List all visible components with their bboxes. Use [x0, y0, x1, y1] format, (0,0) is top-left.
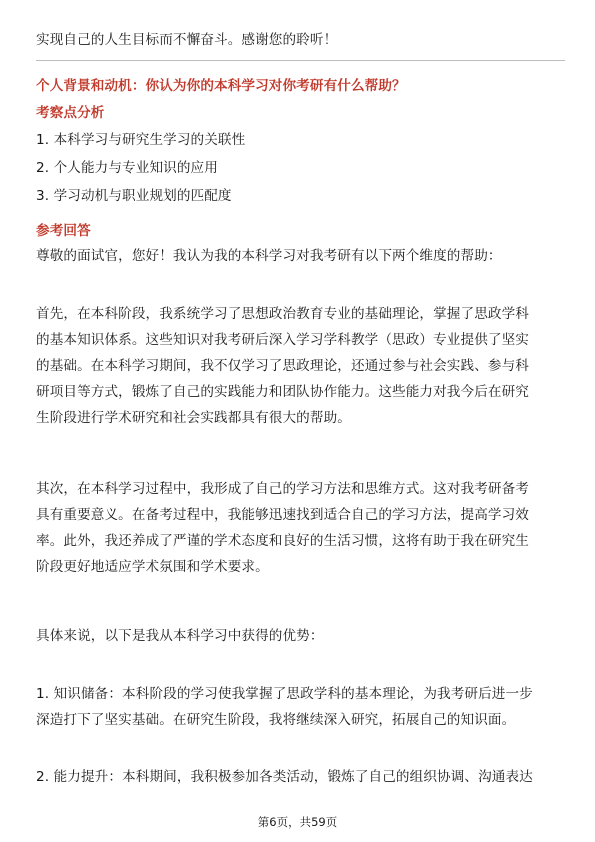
analysis-item: 1. 本科学习与研究生学习的关联性: [36, 132, 246, 148]
paragraph-line: 其次，在本科学习过程中，我形成了自己的学习方法和思维方式。这对我考研备考: [36, 481, 529, 497]
paragraph-line: 研项目等方式，锻炼了自己的实践能力和团队协作能力。这些能力对我今后在研究: [36, 384, 529, 400]
paragraph-line: 的基本知识体系。这些知识对我考研后深入学习学科教学（思政）专业提供了坚实: [36, 332, 529, 348]
answer-greeting: 尊敬的面试官，您好！我认为我的本科学习对我考研有以下两个维度的帮助：: [36, 248, 502, 264]
section-divider: [36, 60, 565, 61]
advantage-item-line: 2. 能力提升：本科期间，我积极参加各类活动，锻炼了自己的组织协调、沟通表达: [36, 769, 533, 785]
paragraph-line: 率。此外，我还养成了严谨的学术态度和良好的生活习惯，这将有助于我在研究生: [36, 533, 529, 549]
paragraph-line: 的基础。在本科学习期间，我不仅学习了思政理论，还通过参与社会实践、参与科: [36, 358, 529, 374]
advantages-intro: 具体来说，以下是我从本科学习中获得的优势：: [36, 628, 324, 644]
closing-sentence: 实现自己的人生目标而不懈奋斗。感谢您的聆听！: [36, 32, 338, 48]
answer-heading: 参考回答: [36, 223, 91, 239]
paragraph-line: 阶段更好地适应学术氛围和学术要求。: [36, 559, 269, 575]
analysis-item: 2. 个人能力与专业知识的应用: [36, 160, 218, 176]
advantage-item-line: 1. 知识储备：本科阶段的学习使我掌握了思政学科的基本理论，为我考研后进一步: [36, 686, 533, 702]
page-number-footer: 第6页，共59页: [257, 815, 338, 829]
paragraph-line: 生阶段进行学术研究和社会实践都具有很大的帮助。: [36, 410, 351, 426]
advantage-item-line: 深造打下了坚实基础。在研究生阶段，我将继续深入研究，拓展自己的知识面。: [36, 712, 516, 728]
question-heading: 个人背景和动机：你认为你的本科学习对你考研有什么帮助？: [36, 78, 406, 94]
paragraph-line: 首先，在本科阶段，我系统学习了思想政治教育专业的基础理论，掌握了思政学科: [36, 306, 529, 322]
analysis-item: 3. 学习动机与职业规划的匹配度: [36, 188, 232, 204]
paragraph-line: 具有重要意义。在备考过程中，我能够迅速找到适合自己的学习方法，提高学习效: [36, 507, 529, 523]
analysis-heading: 考察点分析: [36, 105, 105, 121]
